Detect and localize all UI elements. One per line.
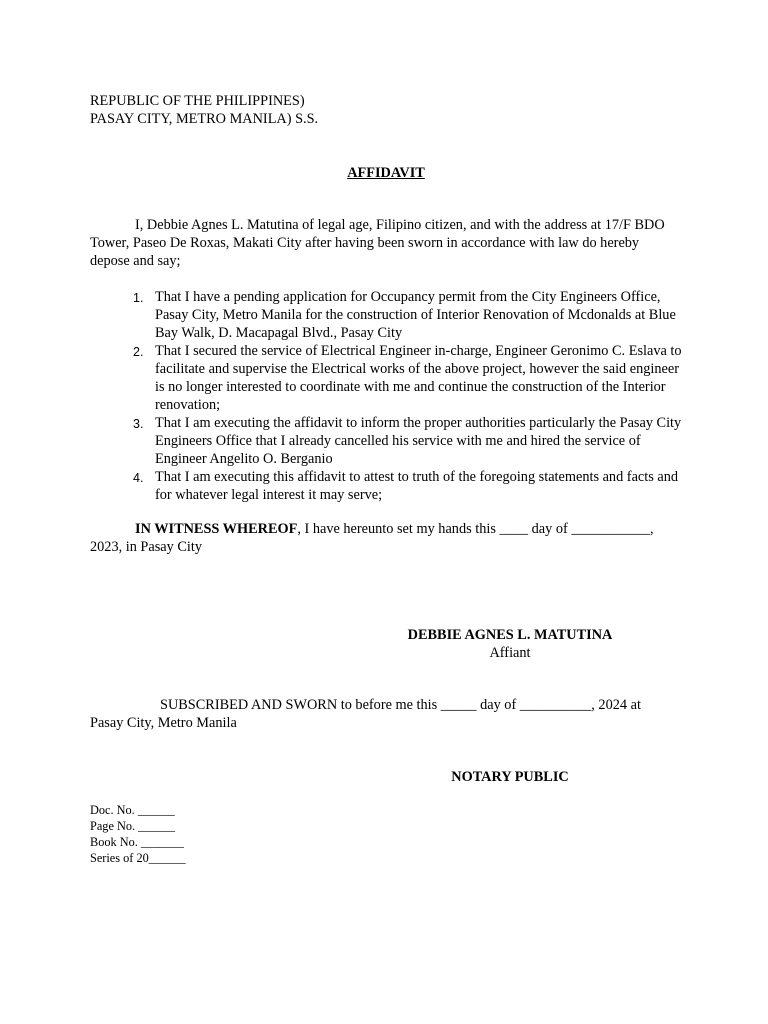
book-number-field: Book No. _______ xyxy=(90,835,184,849)
statements-list xyxy=(90,288,682,504)
jurat-paragraph: SUBSCRIBED AND SWORN to before me this _____ day of __________, 2024 at Pasay City, Metro Manila xyxy=(90,697,641,731)
venue-line-city: PASAY CITY, METRO MANILA) S.S. xyxy=(90,111,319,127)
statement-number: 3. xyxy=(133,417,144,431)
doc-number-field: Doc. No. ______ xyxy=(90,803,175,817)
notary-label: NOTARY PUBLIC xyxy=(451,769,569,785)
witness-text: , I have hereunto set my hands this ____ day of ___________, 2023, in Pasay City xyxy=(90,521,654,555)
venue-line-republic: REPUBLIC OF THE PHILIPPINES) xyxy=(90,93,305,109)
witness-lead: IN WITNESS WHEREOF xyxy=(135,521,298,537)
statement-text: That I am executing the affidavit to inform the proper authorities particularly the Pasay City Engineers Office that I already cancelled his service with me and hired the service of Engineer Angelito O. Berganio xyxy=(155,415,682,467)
affiant-name: DEBBIE AGNES L. MATUTINA xyxy=(407,627,613,643)
notarial-register-block xyxy=(90,802,186,866)
statement-number: 1. xyxy=(133,291,144,305)
statement-text: That I am executing this affidavit to attest to truth of the foregoing statements and facts and for whatever legal interest it may serve; xyxy=(155,469,679,503)
statement-text: That I have a pending application for Occupancy permit from the City Engineers Office, Pasay City, Metro Manila for the construction of Interior Renovation of Mcdonalds at Blue Bay Walk, D. Macapagal Blvd., Pasay City xyxy=(155,289,676,341)
statement-text: That I secured the service of Electrical Engineer in-charge, Engineer Geronimo C. Eslava to facilitate and supervise the Electrical works of the above project, however the said engineer is no longer interested to coordinate with me and continue the construction of the Interior renovation; xyxy=(155,343,682,413)
statement-item xyxy=(90,288,682,342)
page-number-field: Page No. ______ xyxy=(90,819,176,833)
statement-item xyxy=(90,468,682,504)
statement-item xyxy=(90,342,682,414)
statement-number: 2. xyxy=(133,345,144,359)
document-title: AFFIDAVIT xyxy=(347,165,425,181)
witness-paragraph xyxy=(90,520,680,556)
venue-block xyxy=(90,92,318,128)
affiant-role: Affiant xyxy=(489,645,531,661)
signature-block xyxy=(380,626,640,662)
series-field: Series of 20______ xyxy=(90,851,186,865)
statement-item xyxy=(90,414,682,468)
intro-paragraph: I, Debbie Agnes L. Matutina of legal age, Filipino citizen, and with the address at 17/F BDO Tower, Paseo De Roxas, Makati City after having been sworn in accordance with law do hereby depose and say; xyxy=(90,217,665,269)
statement-number: 4. xyxy=(133,471,144,485)
